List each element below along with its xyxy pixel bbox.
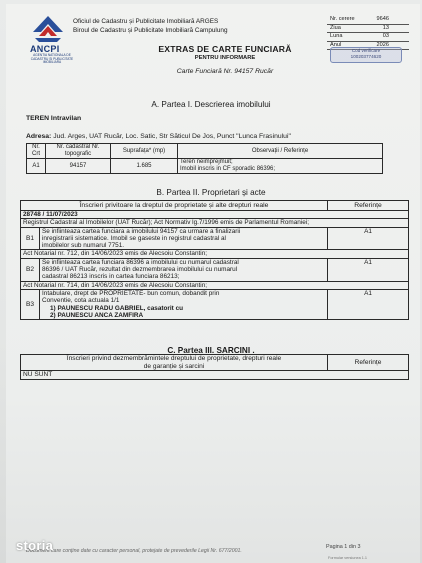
entry-label: B3 xyxy=(21,289,40,319)
part-b-title: B. Partea II. Proprietari și acte xyxy=(156,188,266,197)
table-row xyxy=(21,258,409,281)
header-referinte: Referințe xyxy=(328,355,409,371)
entry-label: B1 xyxy=(21,227,40,250)
registry-row: Luna 03 xyxy=(327,33,409,42)
entry-label: B2 xyxy=(21,258,40,281)
owner-1: 1) PAUNESCU RADU GABRIEL, casatorit cu xyxy=(50,304,184,312)
cell-cadastral: 94157 xyxy=(46,159,111,174)
entry-ref: A1 xyxy=(328,289,409,319)
entry-ref: A1 xyxy=(328,258,409,281)
cell-suprafata: 1.685 xyxy=(111,159,178,174)
act-line: Act Notarial nr. 712, din 14/06/2023 emis de Alecsoiu Constantin; xyxy=(21,250,409,258)
act-line: Act Notarial nr. 714, din 14/06/2023 emis de Alecsoiu Constantin; xyxy=(21,281,409,289)
owner-2: 2) PAUNESCU ANCA ZAMFIRA xyxy=(50,311,144,319)
office-line-1: Oficiul de Cadastru și Publicitate Imobiliară ARGES xyxy=(73,18,219,25)
cell-crt: A1 xyxy=(27,159,46,174)
address-line: Adresa: Jud. Arges, UAT Rucăr, Loc. Satic, Str Săticul De Jos, Punct "Lunca Frasinului" xyxy=(26,133,291,140)
logo-name: ANCPI xyxy=(30,44,60,54)
registry-row: Anul 2026 xyxy=(327,42,409,51)
col-observatii: Observații / Referințe xyxy=(178,144,383,159)
entry-text: Se infiinteaza cartea funciara 86396 a imobilului cu numarul cadastral 86396 / UAT Rucăr, rezultat din dezmembrarea imobilului cu numarul cadastral 86213 inscris in cartea funciara 86213; xyxy=(40,258,328,281)
table-row xyxy=(21,211,409,219)
entry-text: Intabulare, drept de PROPRIETATE- bun comun, dobandit prin Conventie, cota actuala 1/1 1) PAUNESCU RADU GABRIEL, casatorit cu 2) PAUNESCU ANCA ZAMFIRA xyxy=(40,289,328,319)
cell-observatii: Teren neimprejmuit; Imobil inscris in CF sporadic 86396; xyxy=(178,159,383,174)
registry-row: Nr. cerere 9646 xyxy=(327,16,409,25)
entry-text: Se infiinteaza cartea funciara a imobilului 94157 ca urmare a finalizarii inregistrarii sistematice. Imobil se gaseste in registrul cadastral al imobilelor sub numarul 7751. xyxy=(40,227,328,250)
table-header-row xyxy=(21,355,409,371)
part-a-title: A. Partea I. Descrierea imobilului xyxy=(151,100,271,109)
stamp-code: 100203774620 xyxy=(350,54,382,59)
form-version: Formular versiunea 1.1 xyxy=(328,556,368,560)
table-header-row xyxy=(21,201,409,211)
page-number: Pagina 1 din 3 xyxy=(326,544,361,550)
registru-line: Registrul Cadastral al Imobilelor (UAT Rucăr); Act Normativ lg.7/1996 emis de Parlamentul Romaniei; xyxy=(21,219,409,227)
col-suprafata: Suprafața* (mp) xyxy=(111,144,178,159)
document-title: EXTRAS DE CARTE FUNCIARĂ xyxy=(158,44,292,54)
table-row xyxy=(21,289,409,319)
part-b-table xyxy=(20,200,409,320)
stamp-label: Cod verificare xyxy=(351,48,381,53)
storia-watermark: storia xyxy=(16,538,54,553)
teren-type: TEREN Intravilan xyxy=(26,115,82,122)
table-row xyxy=(21,227,409,250)
registry-row: Ziua 13 xyxy=(327,25,409,34)
registry-box xyxy=(327,16,409,50)
header-inscrieri: Înscrieri privitoare la dreptul de proprietate și alte drepturi reale xyxy=(21,201,328,211)
table-row xyxy=(21,371,409,380)
table-row xyxy=(21,250,409,258)
sarcini-value: NU SUNT xyxy=(21,371,409,380)
header-inscrieri-sarcini: Înscrieri privind dezmembrămintele dreptului de proprietate, drepturi reale de garanție și sarcini xyxy=(21,355,328,371)
part-c-title: C. Partea III. SARCINI . xyxy=(167,346,255,355)
col-nr-crt: Nr. Crt xyxy=(27,144,46,159)
logo-subtitle: AGENTIA NATIONALA DE CADASTRU SI PUBLICITATE IMOBILIARA xyxy=(30,53,74,65)
entry-ref: A1 xyxy=(328,227,409,250)
act-title: 28748 / 11/07/2023 xyxy=(21,211,409,219)
col-nr-cadastral: Nr. cadastral Nr. topografic xyxy=(46,144,111,159)
table-row xyxy=(27,159,383,174)
table-row xyxy=(21,281,409,289)
document-subtitle: PENTRU INFORMARE xyxy=(194,55,256,61)
verification-stamp xyxy=(330,47,402,63)
part-c-table xyxy=(20,354,409,380)
header-referinte: Referințe xyxy=(328,201,409,211)
table-header-row xyxy=(27,144,383,159)
table-row xyxy=(21,219,409,227)
carte-funciara-number: Carte Funciară Nr. 94157 Rucăr xyxy=(176,68,274,75)
office-line-2: Biroul de Cadastru și Publicitate Imobiliară Campulung xyxy=(73,27,228,34)
footer-note: Document care conține date cu caracter personal, protejate de prevederile Legii Nr. 677/2001. xyxy=(26,548,242,554)
part-a-table xyxy=(26,143,383,174)
